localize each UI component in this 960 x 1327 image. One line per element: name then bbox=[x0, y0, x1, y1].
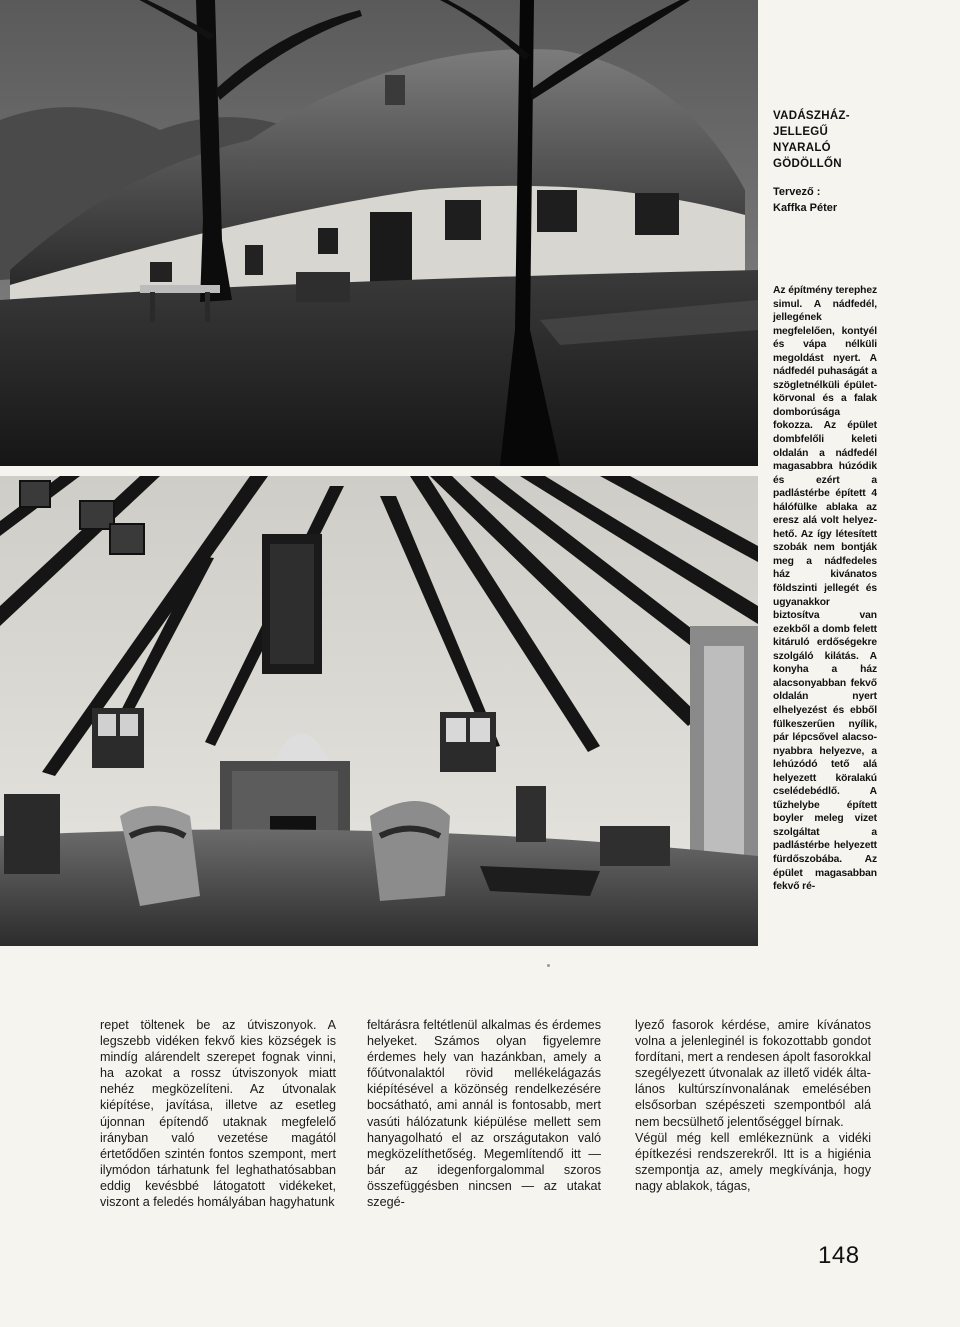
sidebar-title-line-2: JELLEGŰ bbox=[773, 126, 829, 138]
column-3-text: lyező fasorok kérdése, amire kívánatos volna a jelenleginél is fokozottabb gondot fordítani, mert a rendesen ápolt fasorokkal szegélyezett útvonalak az illető vidék általános kultúrszínvonalának emelésében elsősorban szépészeti szempontból alá nem becsülhető jelentőséggel bírnak. Végül még kell emlékeznünk a vidéki építkezési rendszerekről. Itt is a higiénia szempontja az, amely megkívánja, hogy nagy ablakok, tágas, bbox=[635, 1018, 871, 1193]
designer-credit bbox=[773, 184, 877, 216]
sidebar-caption bbox=[773, 108, 877, 216]
article-column-3 bbox=[635, 1017, 871, 1194]
sidebar-title-line-3: NYARALÓ bbox=[773, 142, 831, 154]
sidebar-title-line-1: VADÁSZHÁZ- bbox=[773, 110, 850, 122]
article-column-1 bbox=[100, 1017, 336, 1210]
column-1-text: repet töltenek be az útviszonyok. A legszebb vidéken fekvő kies községek is mindíg alárendelt szerepet fognak vinni, ha azokat a rossz útviszonyok miatt nehéz megközelíteni. Az útvonalak kiépítése, javítása, illetve az esetleg újonnan építendő utaknak megfelelő irányban való vezetése magától értetődően szintén fontos szempont, mert ilymódon tárhatunk fel leghathatósabban eddig kevésbbé látogatott vidékeket, viszont a feledés homályában hagyhatunk bbox=[100, 1018, 336, 1210]
column-2-text: feltárásra feltétlenül alkalmas és érdemes helyeket. Számos olyan figyelemre érdemes hely van hazánkban, amely a főútvonalaktól rövid mellékelágazás kiépítésével a közönség rendelkezésére bocsátható, ami annál is fontosabb, mert vasúti hálózatunk kiépülése mellett sem hanyagolható el az országutakon való megközelíthetőség. Megemlítendő itt — bár az idegenforgalommal szoros összefüggésben nincsen — az utakat szegé- bbox=[367, 1018, 601, 1210]
exterior-photo bbox=[0, 0, 758, 466]
print-mark bbox=[547, 964, 550, 967]
designer-name: Kaffka Péter bbox=[773, 202, 838, 214]
sidebar-body-text: Az építmény terephez simul. A nádfedél, jellegének megfelelően, kontyél és vápa nélküli megoldást nyert. A nádfedél puhaságát a szögletnélküli épületkörvonal és a falak domborúsága fokozza. Az épület dombfelőli keleti oldalán a nádfedél magasabbra húzódik és ezért a padlástérbe épített 4 hálófülke ablaka az eresz alá volt helyezhető. Az így létesített szobák nem bontják meg a nádfedeles ház kivánatos földszinti jellegét és ugyanakkor biztosítva van ezekből a domb felett kitáruló erdőségekre szolgáló kilátás. A konyha a ház alacsonyabban fekvő oldalán nyert elhelyezést és ebből fülkeszerűen nyílik, pár lépcsővel alacsonyabbra helyezve, a lehúzódó tető alá helyezett köralakú cselédebédlő. A tűzhelybe épített boyler meleg vizet szolgáltat a padlástérbe helyezett fürdőszobába. Az épület magasabban fekvő ré- bbox=[773, 285, 877, 893]
sidebar-title-line-4: GÖDÖLLŐN bbox=[773, 158, 842, 170]
interior-photo bbox=[0, 476, 758, 946]
page-number: 148 bbox=[818, 1242, 860, 1269]
article-column-2 bbox=[367, 1017, 601, 1210]
designer-label: Tervező : bbox=[773, 186, 821, 198]
